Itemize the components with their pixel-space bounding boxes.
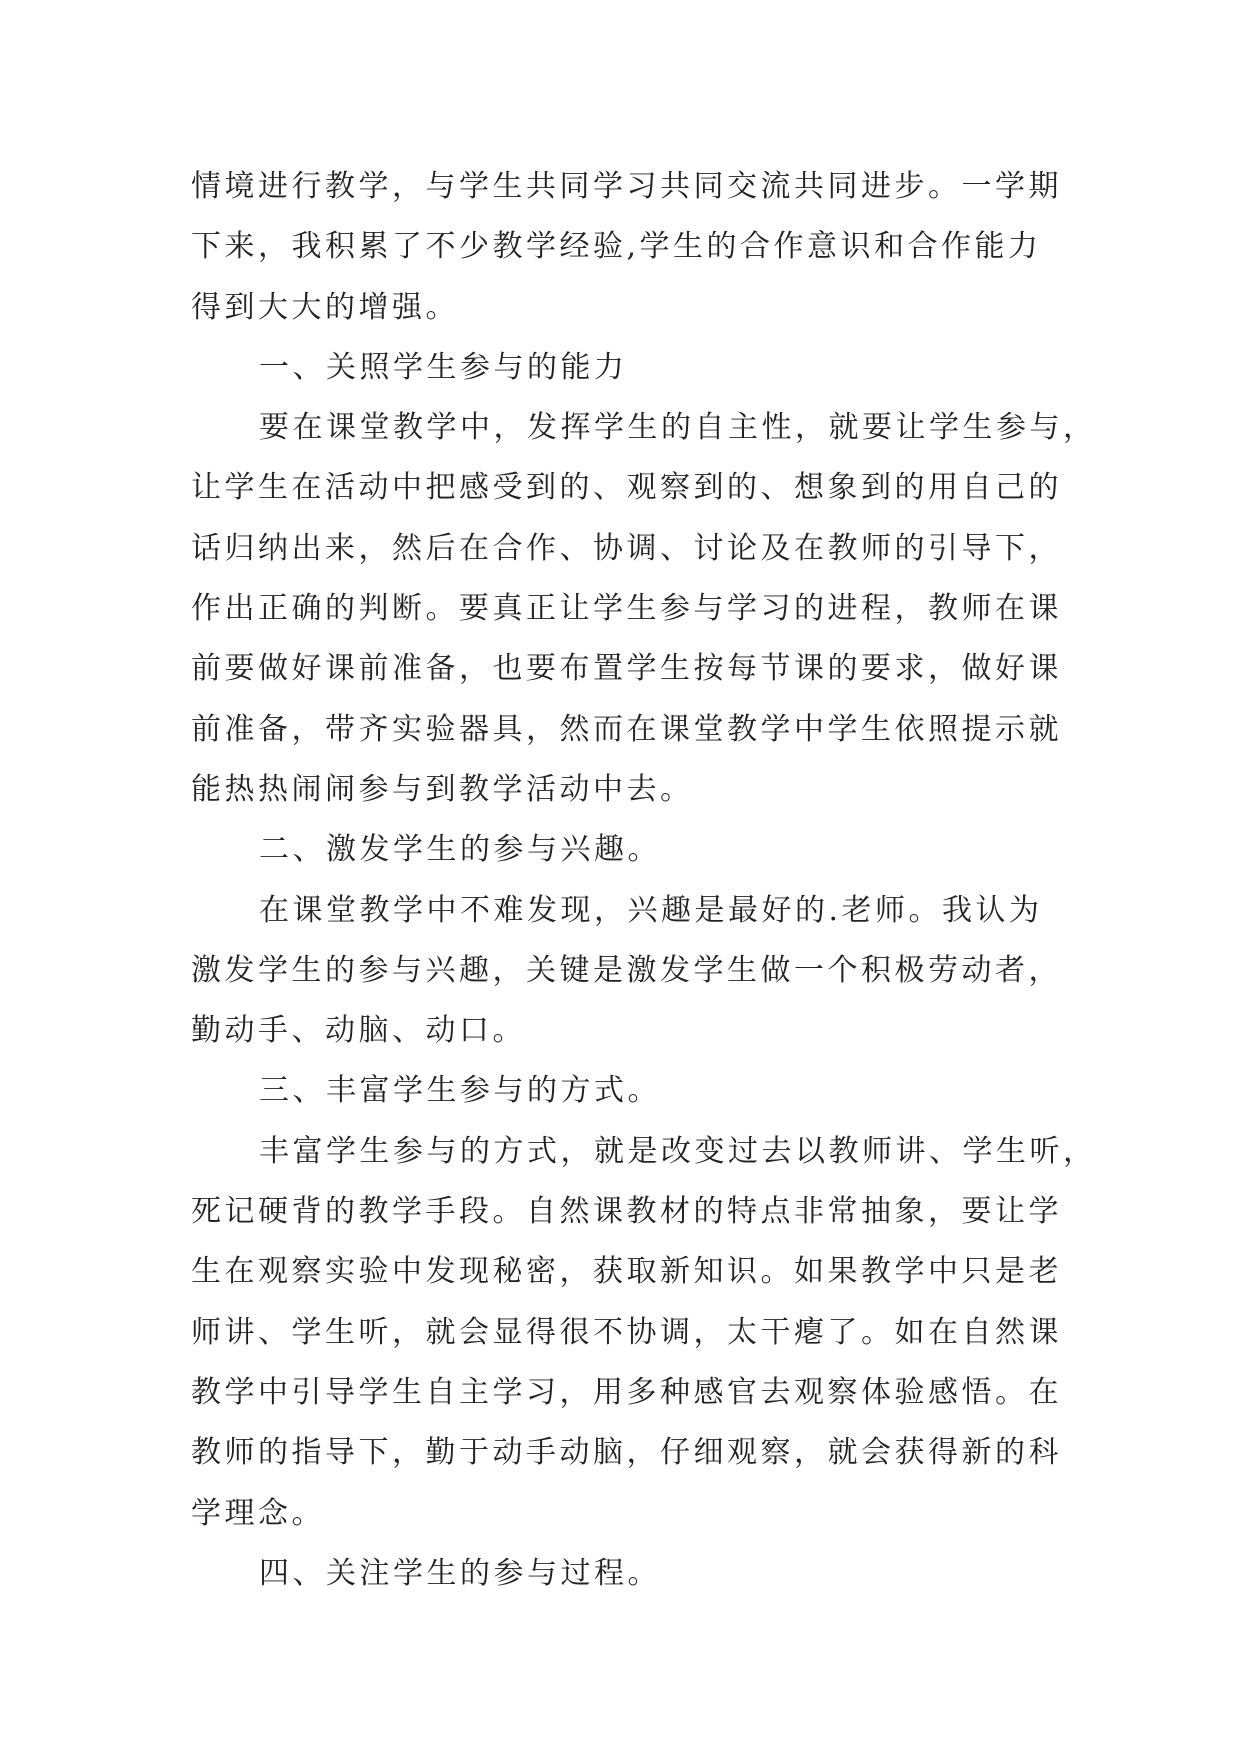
paragraph-start: 要在课堂教学中，发挥学生的自主性，就要让学生参与， (259, 410, 1097, 446)
text-line: 让学生在活动中把感受到的、观察到的、想象到的用自己的 (191, 470, 1062, 506)
section-heading-4: 四、关注学生的参与过程。 (259, 1555, 661, 1591)
text-line: 得到大大的增强。 (191, 289, 459, 325)
text-line: 激发学生的参与兴趣，关键是激发学生做一个积极劳动者， (191, 952, 1062, 988)
text-line: 前要做好课前准备，也要布置学生按每节课的要求，做好课 (191, 651, 1062, 687)
text-line: 师讲、学生听，就会显得很不协调，太干瘪了。如在自然课 (191, 1314, 1062, 1350)
text-line: 教学中引导学生自主学习，用多种感官去观察体验感悟。在 (191, 1374, 1062, 1410)
text-line: 能热热闹闹参与到教学活动中去。 (191, 771, 694, 807)
section-heading-2: 二、激发学生的参与兴趣。 (259, 832, 661, 868)
text-line: 死记硬背的教学手段。自然课教材的特点非常抽象，要让学 (191, 1194, 1062, 1230)
document-body (191, 157, 1097, 1604)
text-line: 学理念。 (191, 1495, 325, 1531)
text-line: 生在观察实验中发现秘密，获取新知识。如果教学中只是老 (191, 1254, 1062, 1290)
paragraph-start: 丰富学生参与的方式，就是改变过去以教师讲、学生听， (259, 1133, 1097, 1169)
text-line: 勤动手、动脑、动口。 (191, 1013, 526, 1049)
text-line: 话归纳出来，然后在合作、协调、讨论及在教师的引导下， (191, 530, 1062, 566)
section-heading-3: 三、丰富学生参与的方式。 (259, 1073, 661, 1109)
text-line: 教师的指导下，勤于动手动脑，仔细观察，就会获得新的科 (191, 1435, 1062, 1471)
text-line: 下来，我积累了不少教学经验,学生的合作意识和合作能力 (191, 229, 1042, 265)
paragraph-start: 在课堂教学中不难发现，兴趣是最好的.老师。我认为 (259, 892, 1043, 928)
text-line: 情境进行教学，与学生共同学习共同交流共同进步。一学期 (191, 169, 1062, 204)
text-line: 前准备，带齐实验器具，然而在课堂教学中学生依照提示就 (191, 711, 1062, 747)
section-heading-1: 一、关照学生参与的能力 (259, 349, 628, 385)
text-line: 作出正确的判断。要真正让学生参与学习的进程，教师在课 (191, 591, 1062, 627)
